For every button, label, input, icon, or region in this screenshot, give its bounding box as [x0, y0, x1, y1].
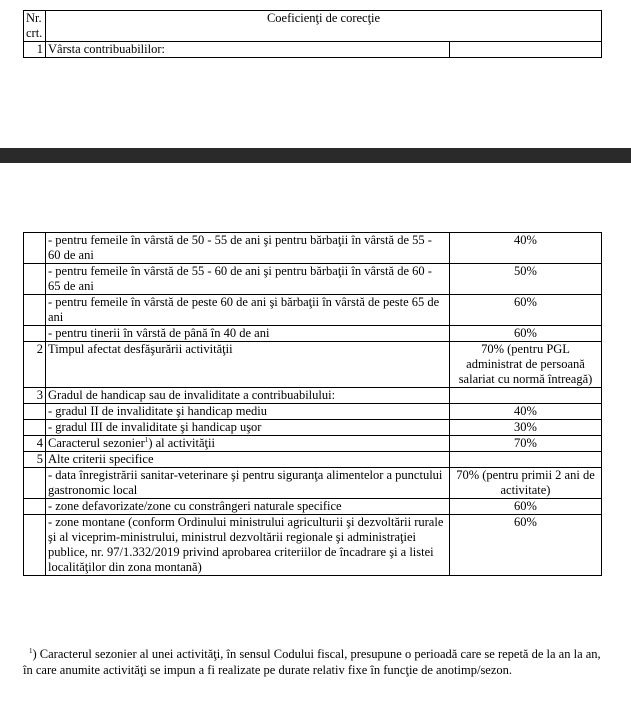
row-number: 5: [24, 452, 46, 468]
row-number: [24, 404, 46, 420]
row-value: 70% (pentru PGL administrat de persoană salariat cu normă întreagă): [450, 342, 602, 388]
row-number: [24, 515, 46, 576]
coefficients-table-body: [23, 232, 602, 576]
table-row: [24, 452, 602, 468]
row-value: 70% (pentru primii 2 ani de activitate): [450, 468, 602, 499]
row-number: [24, 233, 46, 264]
row-label-text: Caracterul sezonier: [48, 436, 145, 450]
row-value: 40%: [450, 404, 602, 420]
row-number: [24, 295, 46, 326]
row-number: [24, 499, 46, 515]
table-row: [24, 499, 602, 515]
row-label: - pentru femeile în vârstă de 55 - 60 de ani şi pentru bărbaţii în vârstă de 60 - 65 de ani: [46, 264, 450, 295]
row-value: 70%: [450, 436, 602, 452]
table-row: [24, 404, 602, 420]
table-row: [24, 420, 602, 436]
row-value: [450, 452, 602, 468]
table-row: [24, 436, 602, 452]
row-value: 50%: [450, 264, 602, 295]
row-value: 40%: [450, 233, 602, 264]
footnote: [23, 646, 603, 678]
table-row: [24, 342, 602, 388]
row-number: [24, 326, 46, 342]
table-row: [24, 515, 602, 576]
row-value: [450, 42, 602, 58]
table-row: [24, 264, 602, 295]
row-number: [24, 468, 46, 499]
row-value: 60%: [450, 295, 602, 326]
row-label: Timpul afectat desfăşurării activităţii: [46, 342, 450, 388]
table-row: [24, 295, 602, 326]
row-label: - zone defavorizate/zone cu constrângeri naturale specifice: [46, 499, 450, 515]
header-row: [24, 11, 602, 42]
row-label: - pentru femeile în vârstă de 50 - 55 de ani şi pentru bărbaţii în vârstă de 55 - 60 de ani: [46, 233, 450, 264]
row-label: Alte criterii specifice: [46, 452, 450, 468]
row-label: [46, 436, 450, 452]
table-row: [24, 326, 602, 342]
footnote-ref: 1: [144, 435, 149, 444]
row-number: [24, 420, 46, 436]
row-value: 60%: [450, 499, 602, 515]
row-value: 60%: [450, 515, 602, 576]
row-value: 60%: [450, 326, 602, 342]
table-row: [24, 42, 602, 58]
table-row: [24, 388, 602, 404]
nr-crt-header: Nr. crt.: [24, 11, 46, 42]
row-label: - gradul II de invaliditate şi handicap mediu: [46, 404, 450, 420]
row-label: - data înregistrării sanitar-veterinare şi pentru siguranţa alimentelor a punctului gastronomic local: [46, 468, 450, 499]
row-label: Vârsta contribuabililor:: [46, 42, 450, 58]
row-number: 4: [24, 436, 46, 452]
row-label: - pentru tinerii în vârstă de până în 40 de ani: [46, 326, 450, 342]
row-label: - gradul III de invaliditate şi handicap uşor: [46, 420, 450, 436]
row-label: - pentru femeile în vârstă de peste 60 de ani şi bărbaţii în vârstă de peste 65 de ani: [46, 295, 450, 326]
row-value: [450, 388, 602, 404]
row-number: [24, 264, 46, 295]
footnote-text: ) Caracterul sezonier al unei activităţi, în sensul Codului fiscal, presupune o perioadă care se repetă de la an la an, în care anumite activităţi se impun a fi realizate pe durate relativ fixe în funcţie de anotimp/sezon.: [23, 647, 601, 677]
row-value: 30%: [450, 420, 602, 436]
page-break-band: [0, 148, 631, 163]
coefficients-table-header: [23, 10, 602, 58]
row-number: 3: [24, 388, 46, 404]
row-label-tail: ) al activităţii: [148, 436, 215, 450]
row-number: 2: [24, 342, 46, 388]
table-row: [24, 233, 602, 264]
row-number: 1: [24, 42, 46, 58]
row-label: Gradul de handicap sau de invaliditate a contribuabilului:: [46, 388, 450, 404]
coefficients-title: Coeficienţi de corecţie: [46, 11, 602, 42]
table-row: [24, 468, 602, 499]
footnote-marker: 1: [29, 646, 33, 655]
row-label: - zone montane (conform Ordinului ministrului agriculturii şi dezvoltării rurale şi al viceprim-ministrului, ministrul dezvoltării regionale şi administraţiei publice, nr. 97/1.332/2019 privind aprobarea criteriilor de încadrare şi a listei localităţilor din zona montană): [46, 515, 450, 576]
